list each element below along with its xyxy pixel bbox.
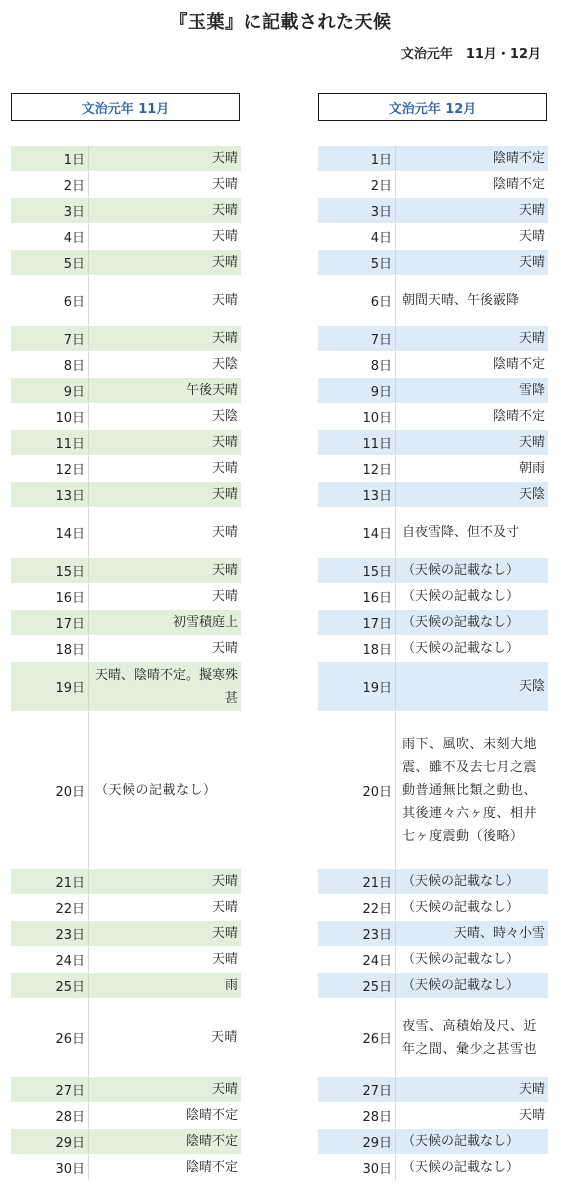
day-cell: 29日 (318, 1129, 396, 1154)
table-row (11, 1155, 241, 1181)
weather-cell: （天候の記載なし） (402, 978, 520, 993)
day-cell: 1日 (318, 146, 396, 171)
day-cell: 22日 (318, 895, 396, 920)
weather-cell: （天候の記載なし） (402, 615, 520, 630)
weather-cell: 朝雨 (518, 461, 545, 476)
table-row (11, 456, 241, 482)
weather-cell: 天晴 (211, 461, 238, 476)
table-row (318, 973, 548, 999)
weather-cell: 天晴、陰晴不定。擬寒殊甚 (95, 667, 239, 706)
table-row (11, 430, 241, 456)
table-row (11, 584, 241, 610)
day-cell: 15日 (11, 558, 89, 583)
weather-cell: （天候の記載なし） (402, 874, 520, 889)
day-cell: 23日 (318, 921, 396, 946)
weather-cell: 陰晴不定 (185, 1134, 238, 1149)
day-cell: 13日 (11, 482, 89, 507)
table-row (318, 636, 548, 662)
table-row (318, 558, 548, 584)
weather-cell: 天陰 (518, 679, 545, 694)
day-cell: 11日 (11, 430, 89, 455)
table-row (318, 662, 548, 712)
weather-cell: 天晴、時々小雪 (453, 926, 545, 941)
day-cell: 11日 (318, 430, 396, 455)
weather-cell: （天候の記載なし） (95, 782, 217, 798)
day-cell: 12日 (318, 456, 396, 481)
table-row (318, 508, 548, 558)
day-cell: 21日 (11, 869, 89, 894)
weather-cell: 天晴 (211, 900, 238, 915)
weather-cell: 陰晴不定 (185, 1108, 238, 1123)
day-cell: 30日 (11, 1155, 89, 1180)
day-cell: 15日 (318, 558, 396, 583)
day-cell: 5日 (11, 250, 89, 275)
december-header: 文治元年 12月 (318, 93, 547, 121)
table-row (318, 326, 548, 352)
day-cell: 26日 (11, 999, 89, 1076)
table-row (318, 172, 548, 198)
day-cell: 3日 (11, 198, 89, 223)
day-cell: 14日 (318, 508, 396, 557)
table-row (11, 1103, 241, 1129)
table-row (11, 250, 241, 276)
weather-cell: 天晴 (211, 525, 238, 540)
table-row (318, 610, 548, 636)
day-cell: 10日 (11, 404, 89, 429)
weather-cell: 天陰 (518, 487, 545, 502)
weather-cell: 初雪積庭上 (172, 615, 238, 630)
weather-cell: 雪降 (518, 383, 545, 398)
weather-cell: 天晴 (518, 255, 545, 270)
table-row (11, 198, 241, 224)
day-cell: 16日 (11, 584, 89, 609)
weather-cell: 天晴 (518, 435, 545, 450)
table-row (318, 276, 548, 326)
day-cell: 19日 (318, 662, 396, 711)
weather-cell: 雨 (224, 978, 238, 993)
table-row (318, 1077, 548, 1103)
table-row (318, 1129, 548, 1155)
day-cell: 28日 (318, 1103, 396, 1128)
day-cell: 8日 (11, 352, 89, 377)
table-row (11, 869, 241, 895)
table-row (318, 921, 548, 947)
day-cell: 16日 (318, 584, 396, 609)
weather-cell: 天晴 (211, 563, 238, 578)
weather-cell: 天晴 (518, 203, 545, 218)
day-cell: 10日 (318, 404, 396, 429)
day-cell: 17日 (11, 610, 89, 635)
day-cell: 26日 (318, 999, 396, 1076)
table-row (318, 378, 548, 404)
weather-cell: （天候の記載なし） (402, 952, 520, 967)
day-cell: 23日 (11, 921, 89, 946)
weather-cell: 朝間天晴、午後霰降 (402, 293, 520, 308)
weather-cell: 天晴 (211, 151, 238, 166)
day-cell: 12日 (11, 456, 89, 481)
weather-cell: 天晴 (518, 1082, 545, 1097)
weather-cell: （天候の記載なし） (402, 1160, 520, 1175)
weather-cell: 天陰 (211, 357, 238, 372)
day-cell: 4日 (11, 224, 89, 249)
weather-cell: 天晴 (518, 229, 545, 244)
day-cell: 22日 (11, 895, 89, 920)
table-row (11, 276, 241, 326)
day-cell: 9日 (11, 378, 89, 403)
day-cell: 29日 (11, 1129, 89, 1154)
table-row (11, 558, 241, 584)
table-row (318, 584, 548, 610)
table-row (11, 636, 241, 662)
page-subtitle: 文治元年 11月・12月 (400, 47, 541, 62)
weather-cell: 天晴 (211, 229, 238, 244)
day-cell: 27日 (11, 1077, 89, 1102)
day-cell: 19日 (11, 662, 89, 711)
table-row (11, 352, 241, 378)
table-row (318, 224, 548, 250)
weather-cell: 天晴 (211, 589, 238, 604)
table-row (11, 378, 241, 404)
day-cell: 2日 (318, 172, 396, 197)
weather-cell: 天晴 (211, 177, 238, 192)
weather-cell: 天晴 (518, 1108, 545, 1123)
table-row (11, 326, 241, 352)
day-cell: 27日 (318, 1077, 396, 1102)
day-cell: 2日 (11, 172, 89, 197)
day-cell: 21日 (318, 869, 396, 894)
weather-cell: 天晴 (211, 293, 238, 308)
day-cell: 25日 (318, 973, 396, 998)
table-row (11, 973, 241, 999)
table-row (318, 895, 548, 921)
day-cell: 7日 (11, 326, 89, 351)
table-row (318, 456, 548, 482)
table-row (11, 146, 241, 172)
weather-cell: 天晴 (518, 331, 545, 346)
table-row (11, 662, 241, 712)
weather-cell: 天晴 (211, 926, 238, 941)
table-row (11, 1077, 241, 1103)
weather-cell: 陰晴不定 (492, 357, 545, 372)
weather-cell: 天晴 (210, 1030, 238, 1045)
day-cell: 7日 (318, 326, 396, 351)
day-cell: 6日 (11, 276, 89, 325)
weather-cell: （天候の記載なし） (402, 563, 520, 578)
weather-cell: 天晴 (211, 641, 238, 656)
weather-cell: 天晴 (211, 435, 238, 450)
day-cell: 18日 (318, 636, 396, 661)
table-row (318, 250, 548, 276)
day-cell: 4日 (318, 224, 396, 249)
table-row (11, 404, 241, 430)
table-row (318, 482, 548, 508)
table-row (318, 352, 548, 378)
day-cell: 8日 (318, 352, 396, 377)
weather-cell: 天晴 (211, 952, 238, 967)
day-cell: 28日 (11, 1103, 89, 1128)
november-table (11, 146, 241, 1181)
page-title: 『玉葉』に記載された天候 (169, 12, 392, 33)
table-row (11, 895, 241, 921)
table-row (318, 146, 548, 172)
weather-cell: 天晴 (211, 874, 238, 889)
weather-cell: 夜雪、高積始及尺、近年之間、彙少之甚雪也 (402, 1018, 538, 1057)
table-row (318, 1103, 548, 1129)
day-cell: 20日 (318, 712, 396, 868)
day-cell: 20日 (11, 712, 89, 868)
weather-cell: 陰晴不定 (492, 409, 545, 424)
weather-cell: 天晴 (211, 203, 238, 218)
weather-cell: （天候の記載なし） (402, 1134, 520, 1149)
table-row (318, 712, 548, 869)
table-row (11, 224, 241, 250)
table-row (318, 869, 548, 895)
table-row (318, 404, 548, 430)
table-row (11, 947, 241, 973)
table-row (318, 999, 548, 1077)
day-cell: 5日 (318, 250, 396, 275)
weather-cell: 天晴 (211, 487, 238, 502)
day-cell: 9日 (318, 378, 396, 403)
day-cell: 24日 (318, 947, 396, 972)
day-cell: 1日 (11, 146, 89, 171)
weather-cell: 陰晴不定 (492, 151, 545, 166)
table-row (318, 1155, 548, 1181)
weather-cell: 陰晴不定 (492, 177, 545, 192)
table-row (318, 947, 548, 973)
weather-cell: 雨下、風吹、未刻大地震、雖不及去七月之震動普通無比類之動也、其後連々六ヶ度、相井七ヶ度震動（後略） (402, 736, 538, 844)
november-header: 文治元年 11月 (11, 93, 240, 121)
weather-cell: （天候の記載なし） (402, 589, 520, 604)
weather-cell: 天晴 (211, 1082, 238, 1097)
weather-cell: 天晴 (211, 255, 238, 270)
day-cell: 6日 (318, 276, 396, 325)
table-row (11, 508, 241, 558)
table-row (11, 1129, 241, 1155)
table-row (11, 712, 241, 869)
day-cell: 17日 (318, 610, 396, 635)
weather-cell: 午後天晴 (185, 383, 238, 398)
table-row (318, 198, 548, 224)
day-cell: 24日 (11, 947, 89, 972)
day-cell: 14日 (11, 508, 89, 557)
table-row (11, 999, 241, 1077)
weather-cell: （天候の記載なし） (402, 641, 520, 656)
table-row (11, 172, 241, 198)
weather-cell: 陰晴不定 (185, 1160, 238, 1175)
weather-cell: （天候の記載なし） (402, 900, 520, 915)
weather-cell: 自夜雪降、但不及寸 (402, 525, 520, 540)
weather-cell: 天陰 (211, 409, 238, 424)
day-cell: 18日 (11, 636, 89, 661)
day-cell: 3日 (318, 198, 396, 223)
day-cell: 25日 (11, 973, 89, 998)
day-cell: 30日 (318, 1155, 396, 1180)
table-row (318, 430, 548, 456)
table-row (11, 610, 241, 636)
weather-cell: 天晴 (211, 331, 238, 346)
table-row (11, 482, 241, 508)
day-cell: 13日 (318, 482, 396, 507)
table-row (11, 921, 241, 947)
december-table (318, 146, 548, 1181)
